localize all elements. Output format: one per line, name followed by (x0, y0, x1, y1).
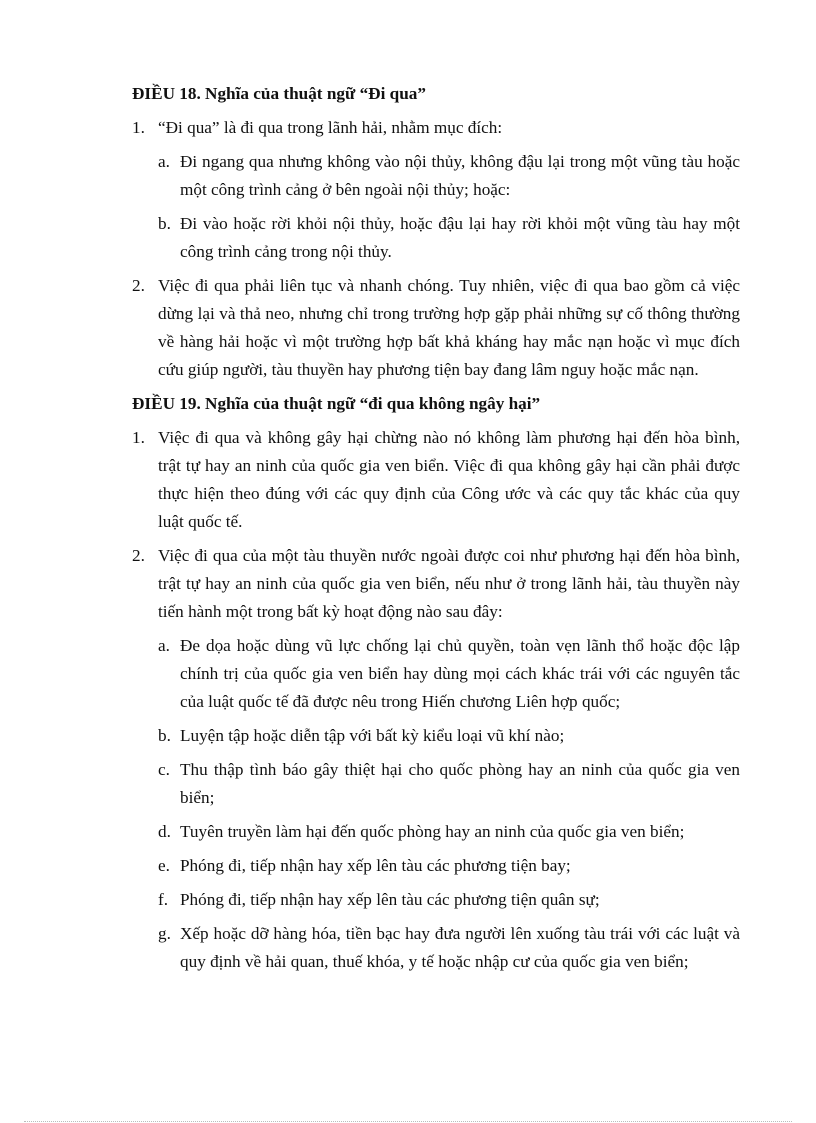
subclause-item (158, 920, 740, 976)
subclause-text: Tuyên truyền làm hại đến quốc phòng hay an ninh của quốc gia ven biển; (180, 822, 685, 841)
article-heading: ĐIỀU 18. Nghĩa của thuật ngữ “Đi qua” (132, 84, 426, 103)
subclause-letter: b. (158, 726, 171, 745)
subclause-letter: d. (158, 822, 171, 841)
clause-text: Việc đi qua phải liên tục và nhanh chóng. Tuy nhiên, việc đi qua bao gồm cả việc dừng lại và thả neo, nhưng chỉ trong trường hợp gặp phải những sự cố thông thường về hàng hải hoặc vì một trường hợp bất khả kháng hay mắc nạn hoặc vì mục đích cứu giúp người, tàu thuyền hay phương tiện bay đang lâm nguy hoặc mắc nạn. (158, 276, 740, 379)
clause-item (132, 542, 740, 976)
subclause-item (158, 852, 740, 880)
subclause-item (158, 632, 740, 716)
clause-item (132, 424, 740, 536)
clause-text: “Đi qua” là đi qua trong lãnh hải, nhằm mục đích: (158, 118, 503, 137)
clause-text: Việc đi qua của một tàu thuyền nước ngoài được coi như phương hại đến hòa bình, trật tự hay an ninh của quốc gia ven biển, nếu như ở trong lãnh hải, tàu thuyền này tiến hành một trong bất kỳ hoạt động nào sau đây: (158, 546, 740, 621)
clause-number: 2. (132, 546, 145, 565)
article-19 (132, 390, 740, 976)
subclause-text: Phóng đi, tiếp nhận hay xếp lên tàu các phương tiện bay; (180, 856, 571, 875)
subclause-letter: c. (158, 760, 170, 779)
subclause-letter: a. (158, 636, 170, 655)
subclause-letter: g. (158, 924, 171, 943)
subclause-letter: b. (158, 214, 171, 233)
subclause-text: Thu thập tình báo gây thiệt hại cho quốc phòng hay an ninh của quốc gia ven biển; (180, 760, 740, 807)
subclause-item (158, 818, 740, 846)
article-clauses (132, 424, 740, 976)
subclause-item (158, 210, 740, 266)
subclause-text: Đe dọa hoặc dùng vũ lực chống lại chủ quyền, toàn vẹn lãnh thổ hoặc độc lập chính trị của quốc gia ven biển hay dùng mọi cách khác trái với các nguyên tắc của luật quốc tế đã được nêu trong Hiến chương Liên hợp quốc; (180, 636, 740, 711)
clause-item (132, 114, 740, 266)
subclause-item (158, 722, 740, 750)
subclause-text: Đi ngang qua nhưng không vào nội thủy, không đậu lại trong một vũng tàu hoặc một công trình cảng ở bên ngoài nội thủy; hoặc: (180, 152, 740, 199)
subclause-text: Đi vào hoặc rời khỏi nội thủy, hoặc đậu lại hay rời khỏi một vũng tàu hay một công trình cảng trong nội thủy. (180, 214, 740, 261)
subclause-item (158, 756, 740, 812)
document-body (132, 80, 740, 982)
subclause-list (158, 148, 740, 266)
clause-number: 2. (132, 276, 145, 295)
clause-number: 1. (132, 428, 145, 447)
clause-text: Việc đi qua và không gây hại chừng nào nó không làm phương hại đến hòa bình, trật tự hay an ninh của quốc gia ven biển. Việc đi qua không gây hại cần phải được thực hiện theo đúng với các quy định của Công ước và các quy tắc khác của quy luật quốc tế. (158, 428, 740, 531)
article-18 (132, 80, 740, 384)
subclause-text: Xếp hoặc dỡ hàng hóa, tiền bạc hay đưa người lên xuống tàu trái với các luật và quy định về hải quan, thuế khóa, y tế hoặc nhập cư của quốc gia ven biển; (180, 924, 740, 971)
subclause-text: Phóng đi, tiếp nhận hay xếp lên tàu các phương tiện quân sự; (180, 890, 600, 909)
subclause-list (158, 632, 740, 976)
subclause-letter: a. (158, 152, 170, 171)
subclause-item (158, 148, 740, 204)
clause-item (132, 272, 740, 384)
subclause-letter: e. (158, 856, 170, 875)
article-heading: ĐIỀU 19. Nghĩa của thuật ngữ “đi qua không ngây hại” (132, 394, 541, 413)
page-bottom-dotted-rule (24, 1121, 792, 1122)
subclause-letter: f. (158, 890, 169, 909)
subclause-item (158, 886, 740, 914)
subclause-text: Luyện tập hoặc diễn tập với bất kỳ kiểu loại vũ khí nào; (180, 726, 565, 745)
clause-number: 1. (132, 118, 145, 137)
article-clauses (132, 114, 740, 384)
